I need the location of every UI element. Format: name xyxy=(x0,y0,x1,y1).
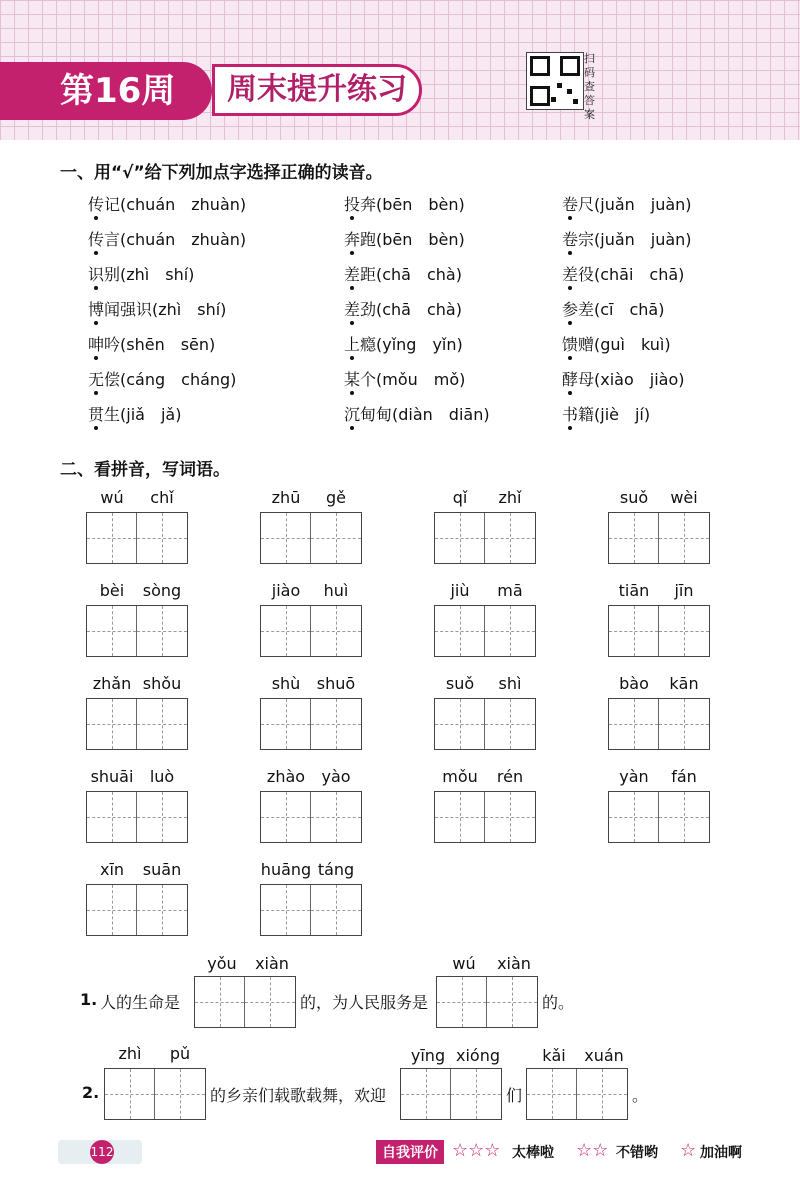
s1-pinyin-a2: xiàn xyxy=(255,954,289,973)
emphasis-dot xyxy=(350,426,354,430)
word-pinyin: suǒ xyxy=(619,488,649,507)
s2-answer-box-a[interactable] xyxy=(104,1068,206,1120)
reading-choice-item[interactable]: 传言(chuán zhuàn) xyxy=(88,227,246,250)
s1-pinyin-a1: yǒu xyxy=(207,954,237,973)
word-answer-box[interactable] xyxy=(260,605,362,657)
word-answer-box[interactable] xyxy=(260,791,362,843)
qr-caption: 扫码查答案 xyxy=(584,52,595,121)
word-pinyin: luò xyxy=(149,767,175,786)
word-answer-box[interactable] xyxy=(608,605,710,657)
word-pinyin: gě xyxy=(326,488,346,507)
emphasis-dot xyxy=(568,251,572,255)
reading-choice-item[interactable]: 识别(zhì shí) xyxy=(88,262,194,285)
s1-text-c: 的。 xyxy=(542,993,575,1012)
word-pinyin: jīn xyxy=(674,581,694,600)
s2-pinyin-c1: kǎi xyxy=(542,1046,566,1065)
word-answer-box[interactable] xyxy=(608,791,710,843)
word-pinyin: xīn xyxy=(99,860,125,879)
reading-choice-item[interactable]: 参差(cī chā) xyxy=(562,297,664,320)
word-answer-box[interactable] xyxy=(608,512,710,564)
reading-choice-item[interactable]: 传记(chuán zhuàn) xyxy=(88,192,246,215)
word-pinyin: wèi xyxy=(670,488,698,507)
word-pinyin: jiù xyxy=(450,581,470,600)
emphasis-dot xyxy=(568,391,572,395)
word-pinyin: yàn xyxy=(619,767,649,786)
word-pinyin: suǒ xyxy=(445,674,475,693)
word-answer-box[interactable] xyxy=(86,791,188,843)
word-answer-box[interactable] xyxy=(86,884,188,936)
word-pinyin: zhǐ xyxy=(498,488,522,507)
reading-choice-item[interactable]: 某个(mǒu mǒ) xyxy=(344,367,465,390)
word-pinyin: mǒu xyxy=(442,767,478,786)
word-pinyin: qǐ xyxy=(452,488,468,507)
page-number: 112 xyxy=(90,1140,114,1164)
emphasis-dot xyxy=(94,426,98,430)
star-icon-group-2[interactable]: ☆☆ xyxy=(576,1140,609,1161)
word-pinyin: huāng xyxy=(260,860,312,879)
s2-text-c: 。 xyxy=(632,1086,649,1105)
word-pinyin: jiào xyxy=(271,581,301,600)
emphasis-dot xyxy=(94,356,98,360)
s2-answer-box-c[interactable] xyxy=(526,1068,628,1120)
reading-choice-item[interactable]: 差劲(chā chà) xyxy=(344,297,462,320)
word-answer-box[interactable] xyxy=(86,512,188,564)
word-answer-box[interactable] xyxy=(260,884,362,936)
word-pinyin: mā xyxy=(497,581,523,600)
word-answer-box[interactable] xyxy=(434,698,536,750)
word-answer-box[interactable] xyxy=(434,512,536,564)
page-title: 周末提升练习 xyxy=(212,64,422,116)
emphasis-dot xyxy=(350,216,354,220)
word-pinyin: shù xyxy=(271,674,301,693)
s2-pinyin-a2: pǔ xyxy=(169,1044,191,1063)
emphasis-dot xyxy=(568,286,572,290)
s1-answer-box-b[interactable] xyxy=(436,976,538,1028)
emphasis-dot xyxy=(568,356,572,360)
word-pinyin: zhū xyxy=(271,488,301,507)
week-badge: 第16周 xyxy=(0,62,212,120)
word-pinyin: zhào xyxy=(266,767,306,786)
word-pinyin: bèi xyxy=(99,581,125,600)
word-pinyin: zhǎn xyxy=(92,674,132,693)
emphasis-dot xyxy=(350,356,354,360)
word-pinyin: rén xyxy=(496,767,524,786)
emphasis-dot xyxy=(350,251,354,255)
eval-label-keep-going: 加油啊 xyxy=(700,1145,742,1161)
word-pinyin: yào xyxy=(321,767,351,786)
word-pinyin: shuāi xyxy=(90,767,134,786)
emphasis-dot xyxy=(94,286,98,290)
emphasis-dot xyxy=(94,321,98,325)
word-pinyin: shuō xyxy=(316,674,356,693)
word-pinyin: táng xyxy=(317,860,355,879)
eval-label-good: 不错哟 xyxy=(616,1145,658,1161)
word-pinyin: kān xyxy=(669,674,699,693)
s1-pinyin-b1: wú xyxy=(452,954,476,973)
word-answer-box[interactable] xyxy=(434,605,536,657)
emphasis-dot xyxy=(94,251,98,255)
emphasis-dot xyxy=(94,391,98,395)
s2-pinyin-a1: zhì xyxy=(118,1044,142,1063)
reading-choice-item[interactable]: 呻吟(shēn sēn) xyxy=(88,332,215,355)
reading-choice-item[interactable]: 书籍(jiè jí) xyxy=(562,402,650,425)
word-answer-box[interactable] xyxy=(434,791,536,843)
word-pinyin: chǐ xyxy=(150,488,174,507)
emphasis-dot xyxy=(568,426,572,430)
word-pinyin: suān xyxy=(142,860,182,879)
section1-title: 一、用“√”给下列加点字选择正确的读音。 xyxy=(60,163,383,183)
reading-choice-item[interactable]: 卷宗(juǎn juàn) xyxy=(562,227,692,250)
word-answer-box[interactable] xyxy=(86,605,188,657)
s2-text-b: 们 xyxy=(506,1086,523,1105)
word-pinyin: tiān xyxy=(618,581,650,600)
star-icon-group-1[interactable]: ☆ xyxy=(680,1140,697,1161)
s1-text-b: 的，为人民服务是 xyxy=(300,993,429,1012)
emphasis-dot xyxy=(350,321,354,325)
word-pinyin: wú xyxy=(100,488,124,507)
word-pinyin: sòng xyxy=(142,581,182,600)
emphasis-dot xyxy=(94,216,98,220)
word-pinyin: huì xyxy=(323,581,349,600)
word-answer-box[interactable] xyxy=(260,512,362,564)
word-pinyin: fán xyxy=(671,767,697,786)
eval-label-great: 太棒啦 xyxy=(512,1145,554,1161)
qr-code-icon[interactable] xyxy=(526,52,584,110)
s2-number: 2. xyxy=(82,1083,100,1102)
s2-text-a: 的乡亲们载歌载舞，欢迎 xyxy=(210,1086,387,1105)
reading-choice-item[interactable]: 沉甸甸(diàn diān) xyxy=(344,402,490,425)
word-pinyin: shì xyxy=(498,674,522,693)
self-eval-label: 自我评价 xyxy=(376,1140,444,1164)
word-answer-box[interactable] xyxy=(608,698,710,750)
emphasis-dot xyxy=(568,216,572,220)
reading-choice-item[interactable]: 贯生(jiǎ jǎ) xyxy=(88,402,181,425)
word-answer-box[interactable] xyxy=(86,698,188,750)
s2-pinyin-b2: xióng xyxy=(456,1046,500,1065)
word-pinyin: bào xyxy=(619,674,649,693)
reading-choice-item[interactable]: 酵母(xiào jiào) xyxy=(562,367,684,390)
reading-choice-item[interactable]: 上瘾(yǐng yǐn) xyxy=(344,332,463,355)
s2-pinyin-b1: yīng xyxy=(410,1046,446,1065)
s1-number: 1. xyxy=(80,990,98,1009)
reading-choice-item[interactable]: 馈赠(guì kuì) xyxy=(562,332,671,355)
section2-title: 二、看拼音，写词语。 xyxy=(60,460,230,480)
s1-pinyin-b2: xiàn xyxy=(497,954,531,973)
reading-choice-item[interactable]: 差役(chāi chā) xyxy=(562,262,684,285)
reading-choice-item[interactable]: 投奔(bēn bèn) xyxy=(344,192,465,215)
word-pinyin: shǒu xyxy=(142,674,182,693)
reading-choice-item[interactable]: 奔跑(bēn bèn) xyxy=(344,227,465,250)
reading-choice-item[interactable]: 无偿(cáng cháng) xyxy=(88,367,236,390)
emphasis-dot xyxy=(350,286,354,290)
s2-pinyin-c2: xuán xyxy=(584,1046,624,1065)
reading-choice-item[interactable]: 差距(chā chà) xyxy=(344,262,462,285)
reading-choice-item[interactable]: 博闻强识(zhì shí) xyxy=(88,297,226,320)
s1-text-a: 人的生命是 xyxy=(100,993,181,1012)
star-icon-group-3[interactable]: ☆☆☆ xyxy=(452,1140,501,1161)
s2-answer-box-b[interactable] xyxy=(400,1068,502,1120)
s1-answer-box-a[interactable] xyxy=(194,976,296,1028)
reading-choice-item[interactable]: 卷尺(juǎn juàn) xyxy=(562,192,692,215)
emphasis-dot xyxy=(350,391,354,395)
word-answer-box[interactable] xyxy=(260,698,362,750)
emphasis-dot xyxy=(568,321,572,325)
